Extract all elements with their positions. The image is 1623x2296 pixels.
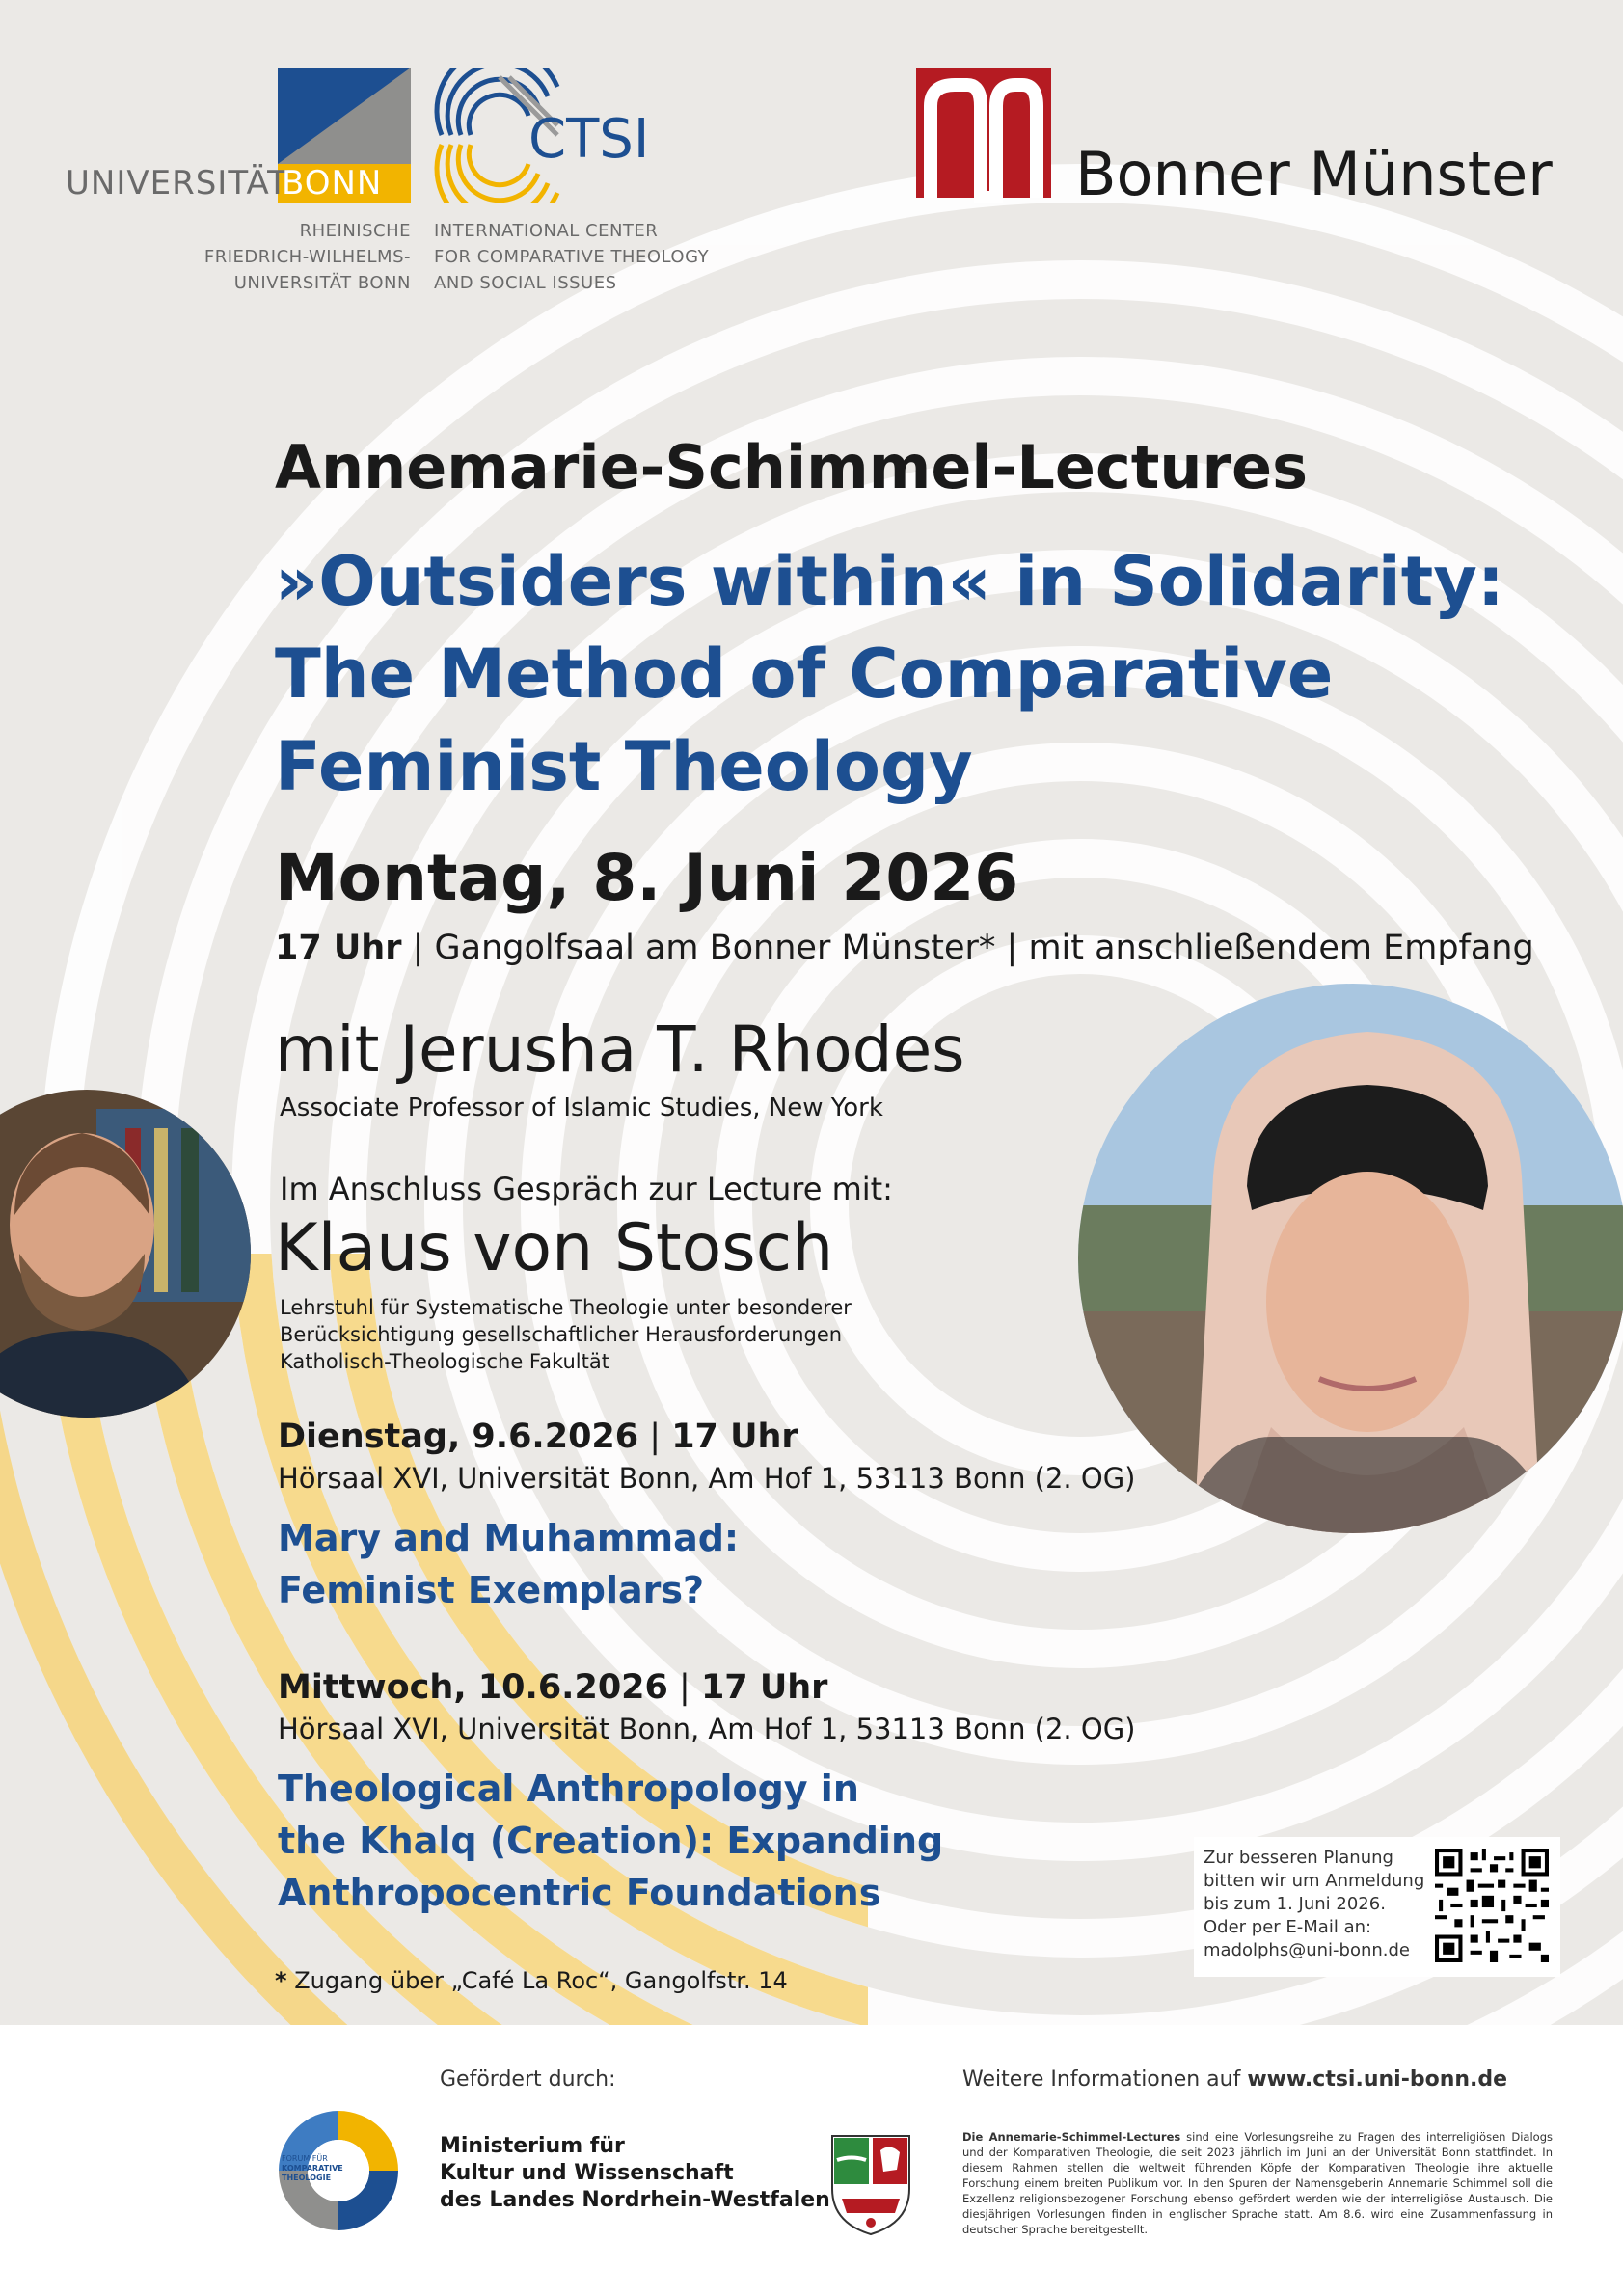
session-2-place: Hörsaal XVI, Universität Bonn, Am Hof 1, 53113 Bonn (2. OG) [278, 1713, 1136, 1745]
footnote [275, 1967, 788, 1994]
speaker-name: mit Jerusha T. Rhodes [275, 1013, 965, 1087]
footer [0, 2025, 1623, 2296]
photo-jerusha-rhodes [1078, 984, 1623, 1533]
session-1-title: Mary and Muhammad: Feminist Exemplars? [278, 1517, 740, 1611]
bonner-muenster-logo [911, 68, 1586, 212]
more-info [962, 2067, 1507, 2092]
session-2-date: Mittwoch, 10.6.2026 [278, 1668, 668, 1707]
session-1-datetime: Dienstag, 9.6.2026 | 17 Uhr [278, 1418, 798, 1456]
ministry-name: Ministerium für Kultur und Wissenschaft des Landes Nordrhein-Westfalen [440, 2134, 830, 2212]
event-details [275, 929, 1534, 967]
ctsi-subtitle: INTERNATIONAL CENTER FOR COMPARATIVE THEOLOGY AND SOCIAL ISSUES [434, 221, 710, 293]
more-info-label: Weitere Informationen auf [962, 2067, 1248, 2092]
session-1 [278, 1418, 1135, 1616]
discussant-name: Klaus von Stosch [275, 1210, 834, 1286]
uni-bonn-logo [66, 68, 413, 203]
footnote-star: * [275, 1967, 287, 1994]
about-lead: Die Annemarie-Schimmel-Lectures [962, 2130, 1181, 2144]
session-1-date: Dienstag, 9.6.2026 [278, 1418, 639, 1456]
lecture-title: »Outsiders within« in Solidarity: The Method of Comparative Feminist Theology [275, 542, 1504, 806]
session-1-time: 17 Uhr [671, 1418, 798, 1456]
discussant-role: Lehrstuhl für Systematische Theologie unter besonderer Berücksichtigung gesellschaftlicher Herausforderungen Katholisch-Theologische Fakultät [280, 1296, 852, 1373]
ctsi-logo [432, 68, 663, 203]
session-2-title: Theological Anthropology in the Khalq (Creation): Expanding Anthropocentric Foundations [278, 1768, 944, 1914]
muenster-m-icon [911, 68, 1056, 203]
session-2 [278, 1668, 1135, 1919]
session-1-place: Hörsaal XVI, Universität Bonn, Am Hof 1, 53113 Bonn (2. OG) [278, 1462, 1136, 1495]
registration-text: Zur besseren Planung bitten wir um Anmeldung bis zum 1. Juni 2026. Oder per E-Mail an: madolphs@uni-bonn.de [1204, 1848, 1425, 1960]
qr-code-icon[interactable] [1435, 1849, 1549, 1962]
woman-portrait-icon [1078, 984, 1623, 1533]
funded-by-label: Gefördert durch: [440, 2067, 616, 2092]
event-time: 17 Uhr [275, 929, 402, 967]
event-location: | Gangolfsaal am Bonner Münster* | mit anschließendem Empfang [401, 929, 1534, 967]
uni-subtitle: RHEINISCHE FRIEDRICH-WILHELMS- UNIVERSITÄT BONN [203, 221, 411, 293]
session-2-time: 17 Uhr [700, 1668, 828, 1707]
muenster-name: Bonner Münster [1075, 139, 1553, 209]
registration-email[interactable]: madolphs@uni-bonn.de [1204, 1940, 1411, 1960]
series-title: Annemarie-Schimmel-Lectures [275, 432, 1309, 502]
about-body: sind eine Vorlesungsreihe zu Fragen des interreligiösen Dialogs und der Komparativen Theologie, die seit 2023 jährlich im Juni an der Universität Bonn stattfindet. In diesem Rahmen stellen die weltweit führenden Köpfe der Komparativen Theologie ihre aktuelle Forschung einem breiten Publikum vor. In den Spuren der Namensgeberin Annemarie Schimmel soll die Exzellenz religionsbezogener Forschung ebenso gefördert werden wie der interreligiöse Austausch. Die diesjährigen Vorlesungen finden in englischer Sprache statt. Am 8.6. wird eine Zusammenfassung in deutscher Sprache bereitgestellt. [962, 2130, 1553, 2236]
uni-logo-box: BONN [282, 164, 383, 203]
forum-logo-text: FORUM FÜR KOMPARATIVE THEOLOGIE [282, 2154, 343, 2182]
speaker-role: Associate Professor of Islamic Studies, New York [280, 1094, 883, 1122]
uni-logo-word: UNIVERSITÄT [66, 164, 288, 203]
discussion-intro: Im Anschluss Gespräch zur Lecture mit: [280, 1171, 893, 1207]
nrw-coat-of-arms-icon [827, 2131, 914, 2237]
website-link[interactable]: www.ctsi.uni-bonn.de [1247, 2067, 1508, 2092]
registration-box [1194, 1837, 1560, 1977]
about-text [962, 2129, 1553, 2237]
ctsi-logo-text: CTSI [528, 108, 650, 171]
forum-komparative-theologie-logo [278, 2110, 399, 2231]
footnote-text: Zugang über „Café La Roc“, Gangolfstr. 14 [294, 1967, 788, 1994]
event-date: Montag, 8. Juni 2026 [275, 841, 1019, 915]
session-2-datetime: Mittwoch, 10.6.2026 | 17 Uhr [278, 1668, 828, 1707]
